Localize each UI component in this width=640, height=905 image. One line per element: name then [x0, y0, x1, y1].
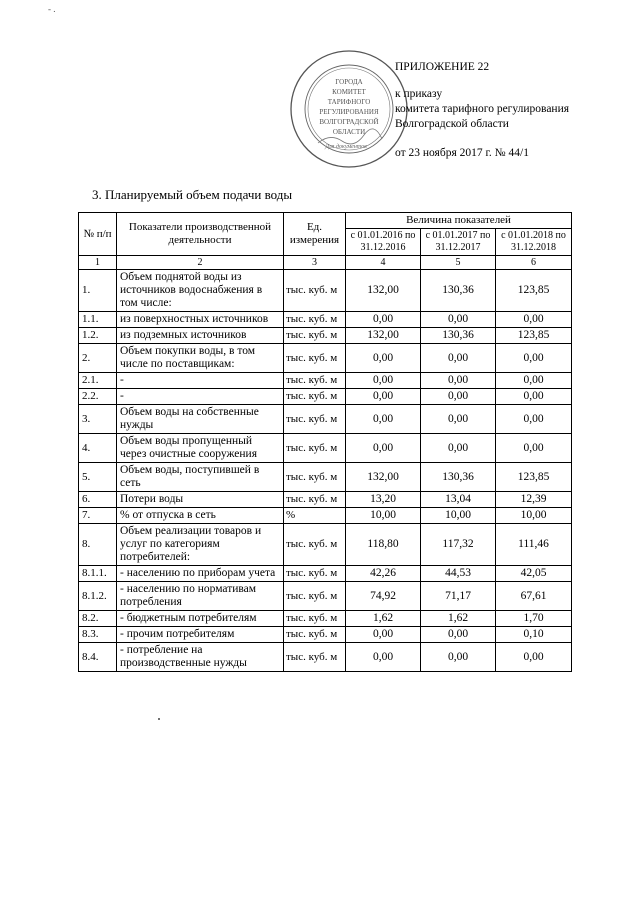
row-number: 1.2.	[79, 328, 117, 344]
row-value: 71,17	[421, 582, 496, 611]
row-value: 123,85	[496, 463, 572, 492]
row-value: 132,00	[346, 328, 421, 344]
row-value: 0,00	[346, 405, 421, 434]
table-row	[79, 508, 572, 524]
row-value: 0,00	[496, 373, 572, 389]
row-indicator: Объем покупки воды, в том числе по поставщикам:	[117, 344, 284, 373]
column-index: 2	[117, 256, 284, 270]
water-volume-table	[78, 212, 572, 672]
column-index: 5	[421, 256, 496, 270]
table-row	[79, 389, 572, 405]
header-period: с 01.01.2016 по 31.12.2016	[346, 229, 421, 256]
stamp-line: КОМИТЕТ	[332, 88, 366, 96]
header-unit: Ед. измерения	[284, 213, 346, 256]
row-indicator: Потери воды	[117, 492, 284, 508]
table-row	[79, 566, 572, 582]
column-index: 3	[284, 256, 346, 270]
row-unit: тыс. куб. м	[284, 643, 346, 672]
appendix-header	[395, 60, 569, 161]
row-number: 2.2.	[79, 389, 117, 405]
table-row	[79, 463, 572, 492]
row-unit: тыс. куб. м	[284, 373, 346, 389]
row-value: 123,85	[496, 270, 572, 312]
row-value: 0,00	[346, 373, 421, 389]
table-row	[79, 434, 572, 463]
row-value: 13,04	[421, 492, 496, 508]
row-number: 8.3.	[79, 627, 117, 643]
stamp-line: ГОРОДА	[335, 78, 363, 86]
table-row	[79, 582, 572, 611]
region-line: Волгоградской области	[395, 118, 509, 130]
row-value: 1,62	[421, 611, 496, 627]
row-unit: тыс. куб. м	[284, 312, 346, 328]
row-indicator: - прочим потребителям	[117, 627, 284, 643]
row-value: 0,00	[346, 434, 421, 463]
order-date: от 23 ноября 2017 г. № 44/1	[395, 147, 529, 159]
row-number: 8.2.	[79, 611, 117, 627]
row-unit: тыс. куб. м	[284, 344, 346, 373]
row-number: 8.4.	[79, 643, 117, 672]
corner-mark: - .	[48, 4, 56, 14]
row-indicator: - потребление на производственные нужды	[117, 643, 284, 672]
row-unit: тыс. куб. м	[284, 582, 346, 611]
row-number: 6.	[79, 492, 117, 508]
row-number: 7.	[79, 508, 117, 524]
column-index-row	[79, 256, 572, 270]
row-value: 0,00	[421, 434, 496, 463]
row-value: 130,36	[421, 328, 496, 344]
column-index: 6	[496, 256, 572, 270]
row-indicator: % от отпуска в сеть	[117, 508, 284, 524]
row-indicator: Объем воды на собственные нужды	[117, 405, 284, 434]
row-value: 0,00	[346, 312, 421, 328]
stamp-signature: Для документов	[325, 144, 367, 150]
committee-line: комитета тарифного регулирования	[395, 103, 570, 115]
row-value: 74,92	[346, 582, 421, 611]
table-row	[79, 328, 572, 344]
row-indicator: Объем воды, поступившей в сеть	[117, 463, 284, 492]
row-indicator: - населению по приборам учета	[117, 566, 284, 582]
row-number: 1.	[79, 270, 117, 312]
row-value: 0,00	[421, 405, 496, 434]
row-value: 0,00	[421, 389, 496, 405]
row-indicator: Объем воды пропущенный через очистные сооружения	[117, 434, 284, 463]
row-value: 118,80	[346, 524, 421, 566]
row-value: 0,00	[346, 344, 421, 373]
row-unit: тыс. куб. м	[284, 434, 346, 463]
row-value: 0,00	[346, 389, 421, 405]
column-index: 4	[346, 256, 421, 270]
row-value: 0,00	[421, 627, 496, 643]
row-value: 0,00	[496, 344, 572, 373]
row-unit: тыс. куб. м	[284, 611, 346, 627]
row-unit: тыс. куб. м	[284, 627, 346, 643]
row-unit: тыс. куб. м	[284, 492, 346, 508]
row-value: 0,00	[496, 312, 572, 328]
row-number: 8.1.2.	[79, 582, 117, 611]
row-value: 111,46	[496, 524, 572, 566]
table-row	[79, 312, 572, 328]
row-unit: тыс. куб. м	[284, 463, 346, 492]
row-unit: тыс. куб. м	[284, 328, 346, 344]
table-row	[79, 344, 572, 373]
table-row	[79, 627, 572, 643]
section-title: 3. Планируемый объем подачи воды	[92, 187, 293, 202]
row-value: 0,00	[346, 643, 421, 672]
row-value: 0,00	[496, 389, 572, 405]
stamp-line: ВОЛГОГРАДСКОЙ	[319, 118, 379, 126]
row-value: 42,26	[346, 566, 421, 582]
row-indicator: из подземных источников	[117, 328, 284, 344]
row-value: 1,62	[346, 611, 421, 627]
table-row	[79, 524, 572, 566]
row-value: 1,70	[496, 611, 572, 627]
row-number: 8.1.1.	[79, 566, 117, 582]
stamp-line: ТАРИФНОГО	[327, 98, 371, 106]
row-unit: тыс. куб. м	[284, 389, 346, 405]
row-value: 12,39	[496, 492, 572, 508]
table-row	[79, 611, 572, 627]
header-indicator: Показатели производственной деятельности	[117, 213, 284, 256]
table-row	[79, 405, 572, 434]
row-unit: %	[284, 508, 346, 524]
stamp-line: ОБЛАСТИ	[332, 128, 366, 136]
row-number: 4.	[79, 434, 117, 463]
table-row	[79, 270, 572, 312]
column-index: 1	[79, 256, 117, 270]
row-indicator: - бюджетным потребителям	[117, 611, 284, 627]
official-stamp	[288, 48, 410, 170]
row-unit: тыс. куб. м	[284, 405, 346, 434]
row-value: 0,00	[496, 405, 572, 434]
header-values-group: Величина показателей	[346, 213, 572, 229]
row-number: 1.1.	[79, 312, 117, 328]
header-period: с 01.01.2017 по 31.12.2017	[421, 229, 496, 256]
appendix-title: ПРИЛОЖЕНИЕ 22	[395, 61, 490, 73]
row-value: 0,00	[496, 434, 572, 463]
row-value: 130,36	[421, 270, 496, 312]
row-value: 0,00	[496, 643, 572, 672]
row-number: 2.	[79, 344, 117, 373]
stamp-line: РЕГУЛИРОВАНИЯ	[319, 108, 379, 116]
row-unit: тыс. куб. м	[284, 566, 346, 582]
row-indicator: - населению по нормативам потребления	[117, 582, 284, 611]
row-value: 132,00	[346, 463, 421, 492]
row-indicator: -	[117, 389, 284, 405]
row-number: 8.	[79, 524, 117, 566]
row-value: 67,61	[496, 582, 572, 611]
row-value: 0,00	[421, 643, 496, 672]
table-row	[79, 492, 572, 508]
row-indicator: -	[117, 373, 284, 389]
row-value: 0,00	[421, 312, 496, 328]
row-indicator: Объем поднятой воды из источников водоснабжения в том числе:	[117, 270, 284, 312]
row-indicator: Объем реализации товаров и услуг по категориям потребителей:	[117, 524, 284, 566]
row-value: 117,32	[421, 524, 496, 566]
row-value: 123,85	[496, 328, 572, 344]
row-number: 2.1.	[79, 373, 117, 389]
order-line: к приказу	[395, 88, 443, 100]
row-value: 10,00	[346, 508, 421, 524]
header-period: с 01.01.2018 по 31.12.2018	[496, 229, 572, 256]
row-number: 5.	[79, 463, 117, 492]
row-value: 0,00	[421, 344, 496, 373]
row-number: 3.	[79, 405, 117, 434]
row-value: 42,05	[496, 566, 572, 582]
table-row	[79, 373, 572, 389]
row-indicator: из поверхностных источников	[117, 312, 284, 328]
row-value: 0,00	[346, 627, 421, 643]
row-value: 0,00	[421, 373, 496, 389]
row-value: 10,00	[496, 508, 572, 524]
row-value: 0,10	[496, 627, 572, 643]
row-value: 10,00	[421, 508, 496, 524]
row-unit: тыс. куб. м	[284, 524, 346, 566]
row-value: 130,36	[421, 463, 496, 492]
row-unit: тыс. куб. м	[284, 270, 346, 312]
row-value: 44,53	[421, 566, 496, 582]
header-num: № п/п	[79, 213, 117, 256]
row-value: 132,00	[346, 270, 421, 312]
stray-dot	[158, 718, 160, 720]
table-row	[79, 643, 572, 672]
row-value: 13,20	[346, 492, 421, 508]
